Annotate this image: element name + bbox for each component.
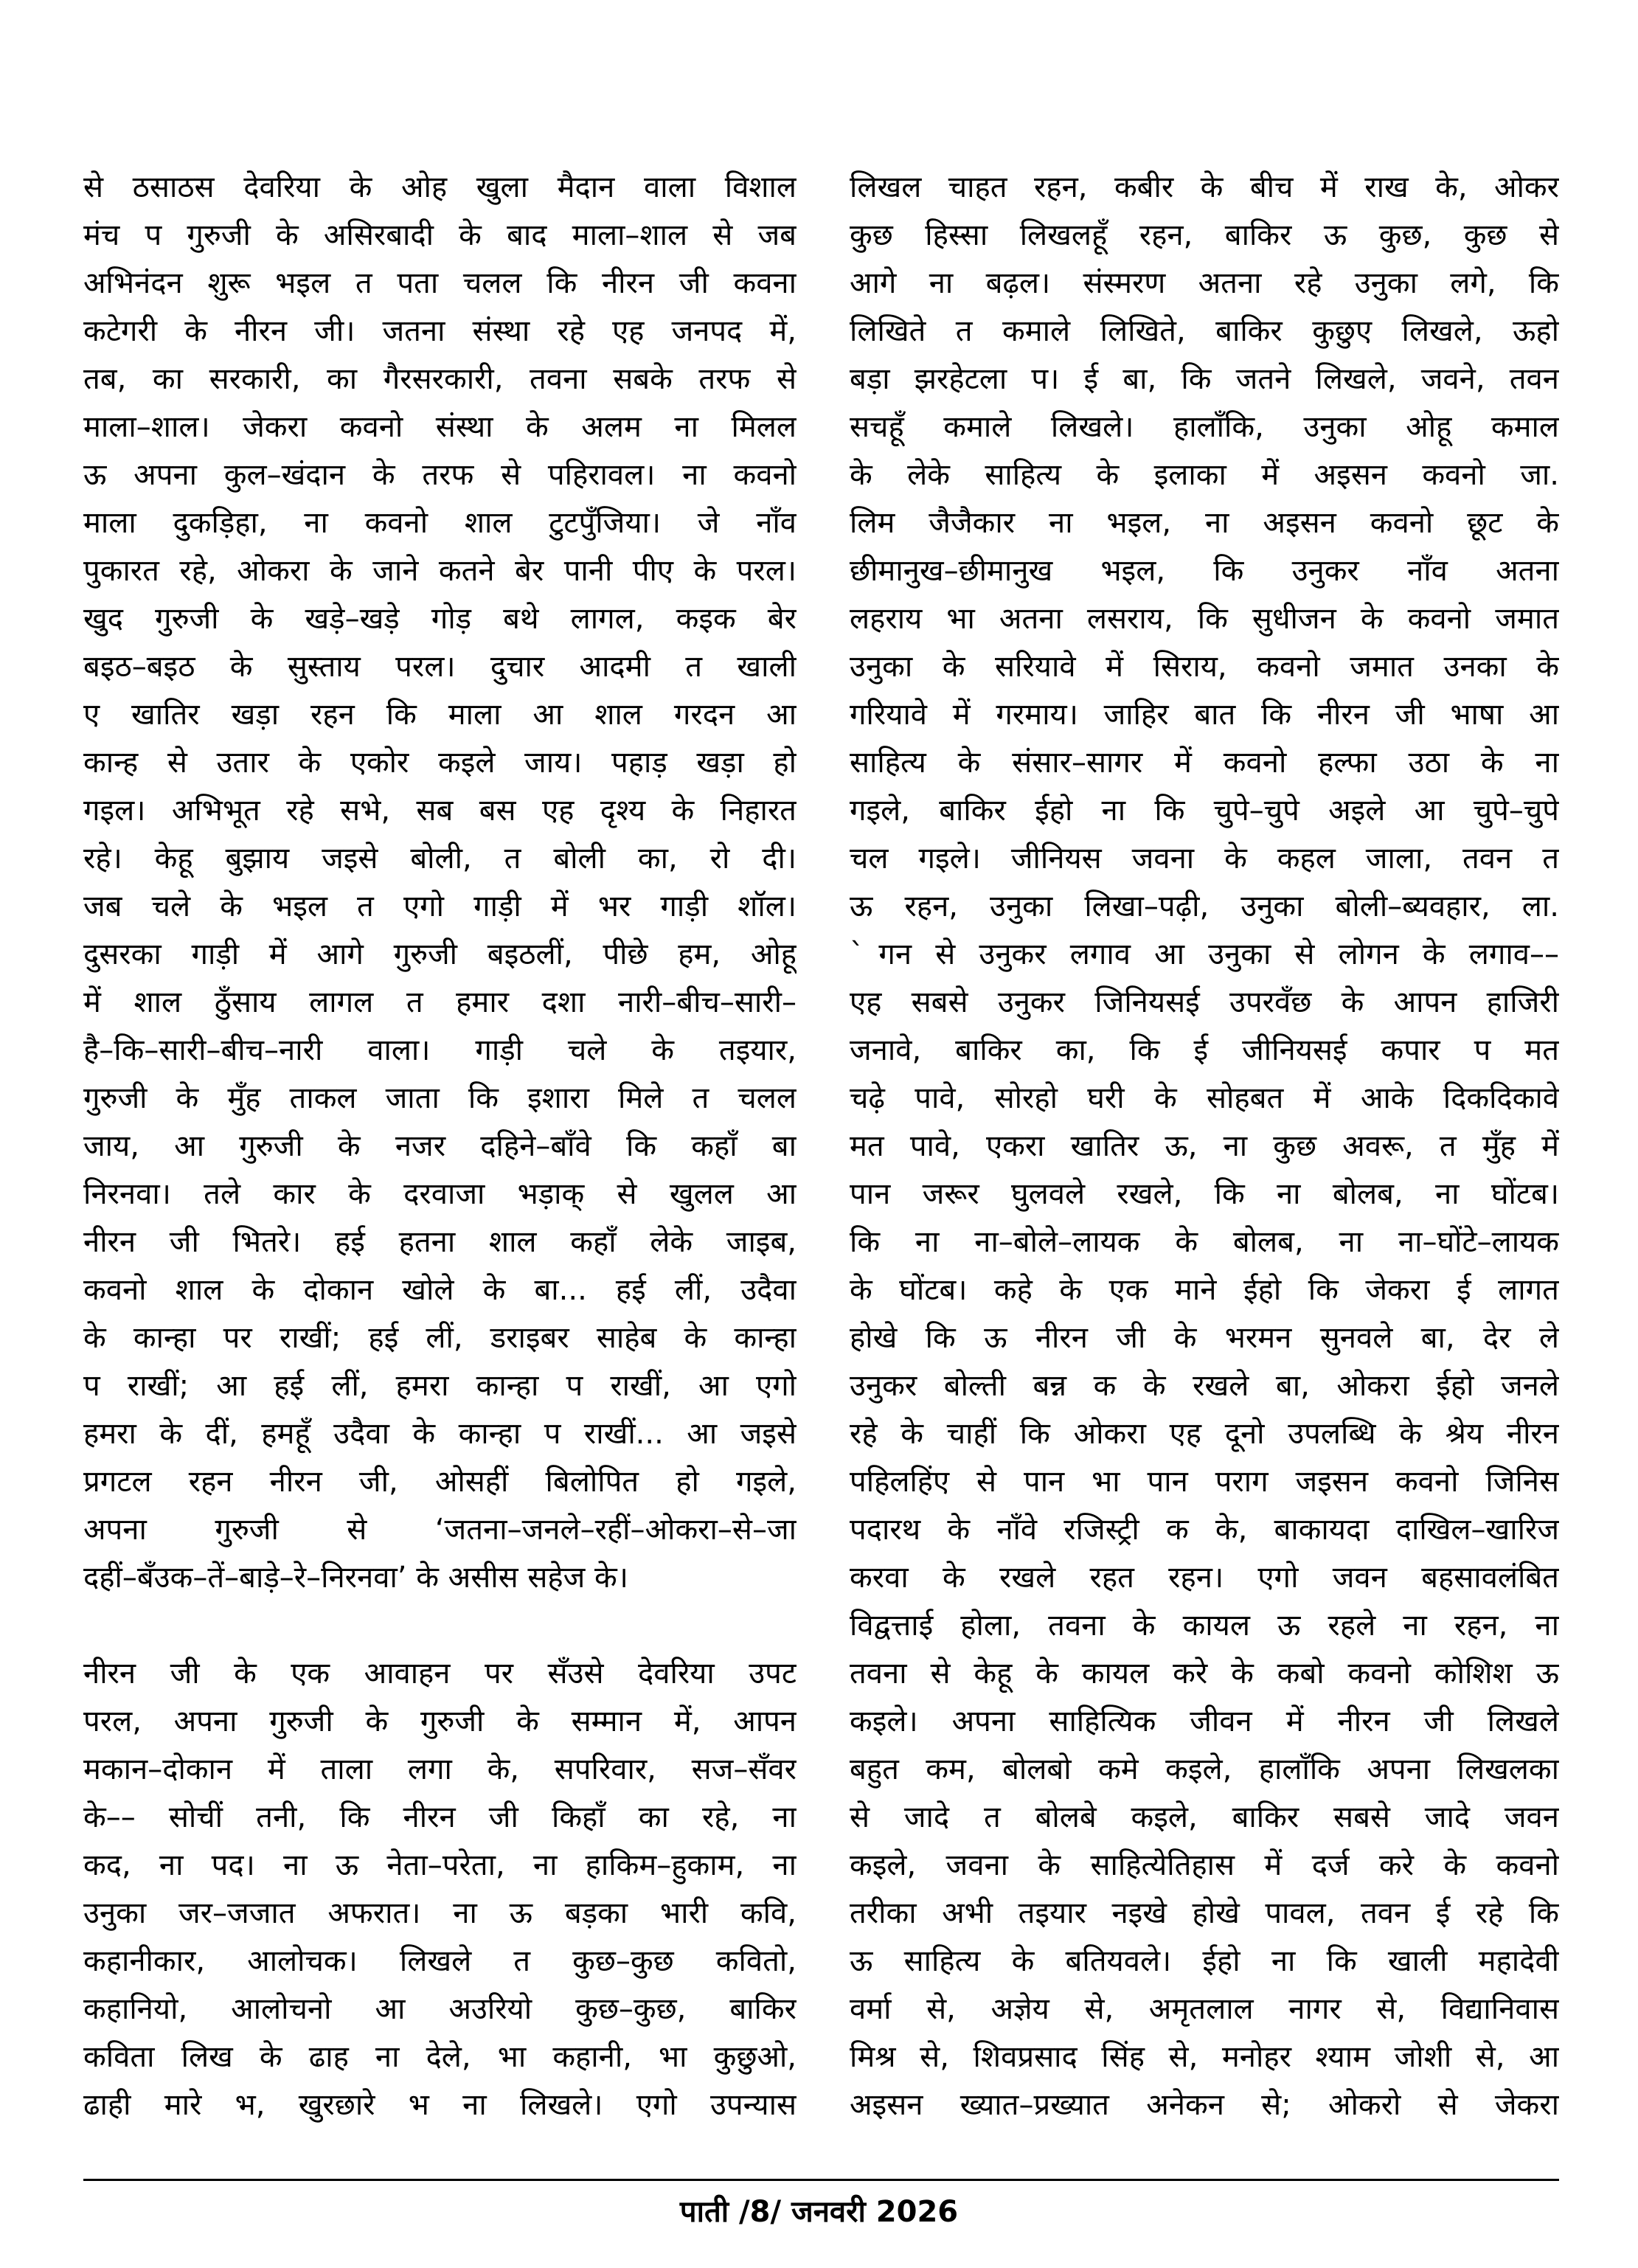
text-line: अइसन ख्यात–प्रख्यात अनेकन से; ओकरो से जेकरा (850, 2088, 1559, 2122)
text-line: प्रगटल रहन नीरन जी, ओसहीं बिलोपित हो गइले, (83, 1465, 797, 1499)
text-line: नीरन जी के एक आवाहन पर सँउसे देवरिया उपट (83, 1657, 797, 1690)
text-line: कटेगरी के नीरन जी। जतना संस्था रहे एह जनपद में, (83, 314, 797, 348)
text-line: कद, ना पद। ना ऊ नेता–परेता, ना हाकिम–हुकाम, ना (83, 1848, 797, 1882)
text-line: प राखीं; आ हई लीं, हमरा कान्हा प राखीं, आ एगो (83, 1369, 797, 1403)
text-line: पुकारत रहे, ओकरा के जाने कतने बेर पानी पीए के परल। (83, 554, 797, 588)
text-line: पान जरूर घुलवले रखले, कि ना बोलब, ना घोंटब। (850, 1177, 1559, 1211)
text-line: लिखिते त कमाले लिखिते, बाकिर कुछुए लिखले, ऊहो (850, 314, 1559, 348)
text-line: दुसरका गाड़ी में आगे गुरुजी बइठलीं, पीछे हम, ओहू (83, 937, 797, 971)
text-line: जब चले के भइल त एगो गाड़ी में भर गाड़ी शॉल। (83, 889, 797, 923)
text-line: लिम जैजैकार ना भइल, ना अइसन कवनो छूट के (850, 506, 1559, 540)
text-line: मिश्र से, शिवप्रसाद सिंह से, मनोहर श्याम जोशी से, आ (850, 2040, 1559, 2074)
text-line: कहानियो, आलोचनो आ अउरियो कुछ–कुछ, बाकिर (83, 1992, 797, 2026)
text-line: कइले। अपना साहित्यिक जीवन में नीरन जी लिखले (850, 1705, 1559, 1738)
text-line: कि ना ना–बोले–लायक के बोलब, ना ना–घोंटे–लायक (850, 1225, 1559, 1259)
text-line: नीरन जी भितरे। हई हतना शाल कहाँ लेके जाइब, (83, 1225, 797, 1259)
text-line: उनुका जर–जजात अफरात। ना ऊ बड़का भारी कवि, (83, 1896, 797, 1930)
text-line: जनावे, बाकिर का, कि ई जीनियसई कपार प मत (850, 1033, 1559, 1067)
text-line: अपना गुरुजी से ‘जतना–जनले–रहीं–ओकरा–से–जा (83, 1513, 797, 1547)
text-line: कहानीकार, आलोचक। लिखले त कुछ–कुछ कवितो, (83, 1944, 797, 1978)
text-line: निरनवा। तले कार के दरवाजा भड़ाक् से खुलल आ (83, 1177, 797, 1211)
text-line: से जादे त बोलबे कइले, बाकिर सबसे जादे जवन (850, 1800, 1559, 1834)
text-line: तवना से केहू के कायल करे के कबो कवनो कोशिश ऊ (850, 1657, 1559, 1690)
text-line: मंच प गुरुजी के असिरबादी के बाद माला–शाल से जब (83, 218, 797, 252)
text-line: कुछ हिस्सा लिखलहूँ रहन, बाकिर ऊ कुछ, कुछ से (850, 218, 1559, 252)
text-line: गइल। अभिभूत रहे सभे, सब बस एह दृश्य के निहारत (83, 794, 797, 828)
text-line: खुद गुरुजी के खड़े–खड़े गोड़ बथे लागल, कइक बेर (83, 602, 797, 636)
text-line: तरीका अभी तइयार नइखे होखे पावल, तवन ई रहे कि (850, 1896, 1559, 1930)
text-line: परल, अपना गुरुजी के गुरुजी के सम्मान में, आपन (83, 1705, 797, 1738)
text-line: लहराय भा अतना लसराय, कि सुधीजन के कवनो जमात (850, 602, 1559, 636)
text-line: चल गइले। जीनियस जवना के कहल जाला, तवन त (850, 842, 1559, 875)
right-paragraph (850, 164, 1559, 2129)
text-line: के घोंटब। कहे के एक माने ईहो कि जेकरा ई लागत (850, 1273, 1559, 1307)
text-line: साहित्य के संसार–सागर में कवनो हल्फा उठा के ना (850, 746, 1559, 780)
text-line: रहे। केहू बुझाय जइसे बोली, त बोली का, रो दी। (83, 842, 797, 875)
text-line: सचहूँ कमाले लिखले। हालाँकि, उनुका ओहू कमाल (850, 410, 1559, 444)
text-line: होखे कि ऊ नीरन जी के भरमन सुनवले बा, देर ले (850, 1321, 1559, 1355)
text-line: एह सबसे उनुकर जिनियसई उपरवँछ के आपन हाजिरी (850, 985, 1559, 1019)
text-line: कइले, जवना के साहित्येतिहास में दर्ज करे के कवनो (850, 1848, 1559, 1882)
text-line: पदारथ के नाँवे रजिस्ट्री क के, बाकायदा दाखिल–खारिज (850, 1513, 1559, 1547)
text-line: दहीं–बँउक–तें–बाड़े–रे–निरनवा’ के असीस सहेज के। (83, 1561, 628, 1595)
footer-divider-rule (83, 2179, 1559, 2181)
text-line: गरियावे में गरमाय। जाहिर बात कि नीरन जी भाषा आ (850, 698, 1559, 732)
text-line: गुरुजी के मुँह ताकल जाता कि इशारा मिले त चलल (83, 1081, 797, 1115)
left-column (83, 164, 797, 2129)
text-line: जाय, आ गुरुजी के नजर दहिने–बाँवे कि कहाँ बा (83, 1129, 797, 1163)
text-line: रहे के चाहीं कि ओकरा एह दूनो उपलब्धि के श्रेय नीरन (850, 1417, 1559, 1451)
text-line: छीमानुख–छीमानुख भइल, कि उनुकर नाँव अतना (850, 554, 1559, 588)
text-line: मकान–दोकान में ताला लगा के, सपरिवार, सज–सँवर (83, 1752, 797, 1786)
text-line: के कान्हा पर राखीं; हई लीं, डराइबर साहेब के कान्हा (83, 1321, 797, 1355)
text-line: ढाही मारे भ, खुरछारे भ ना लिखले। एगो उपन्यास (83, 2088, 797, 2122)
text-line: माला–शाल। जेकरा कवनो संस्था के अलम ना मिलल (83, 410, 797, 444)
right-column (850, 164, 1559, 2129)
text-line: पहिलहिंए से पान भा पान पराग जइसन कवनो जिनिस (850, 1465, 1559, 1499)
text-line: वर्मा से, अज्ञेय से, अमृतलाल नागर से, विद्यानिवास (850, 1992, 1559, 2026)
text-line: कान्ह से उतार के एकोर कइले जाय। पहाड़ खड़ा हो (83, 746, 797, 780)
text-line: ऊ अपना कुल–खंदान के तरफ से पहिरावल। ना कवनो (83, 458, 797, 492)
text-line: के लेके साहित्य के इलाका में अइसन कवनो जा. (850, 458, 1559, 492)
text-line: कविता लिख के ढाह ना देले, भा कहानी, भा कुछुओ, (83, 2040, 797, 2074)
left-paragraph-2 (83, 1650, 797, 2129)
text-line: आगे ना बढ़ल। संस्मरण अतना रहे उनुका लगे, कि (850, 266, 1559, 300)
text-line: कवनो शाल के दोकान खोले के बा... हई लीं, उदैवा (83, 1273, 797, 1307)
text-line: विद्वत्ताई होला, तवना के कायल ऊ रहले ना रहन, ना (850, 1609, 1559, 1643)
text-line: में शाल ठुँसाय लागल त हमार दशा नारी–बीच–सारी– (83, 985, 797, 1019)
text-line: करवा के रखले रहत रहन। एगो जवन बहसावलंबित (850, 1561, 1559, 1595)
text-line: मत पावे, एकरा खातिर ऊ, ना कुछ अवरू, त मुँह में (850, 1129, 1559, 1163)
left-paragraph-1 (83, 164, 797, 1602)
text-line: से ठसाठस देवरिया के ओह खुला मैदान वाला विशाल (83, 170, 797, 204)
page-footer: पाती /8/ जनवरी 2026 (679, 2195, 959, 2229)
text-line: माला दुकड़िहा, ना कवनो शाल टुटपुँजिया। जे नाँव (83, 506, 797, 540)
text-line: ˋगन से उनुकर लगाव आ उनुका से लोगन के लगाव–– (850, 937, 1559, 971)
text-line: ऊ रहन, उनुका लिखा–पढ़ी, उनुका बोली–ब्यवहार, ला. (850, 889, 1559, 923)
text-line: तब, का सरकारी, का गैरसरकारी, तवना सबके तरफ से (83, 362, 797, 396)
text-line: गइले, बाकिर ईहो ना कि चुपे–चुपे अइले आ चुपे–चुपे (850, 794, 1559, 828)
text-line: उनुकर बोल्ती बन्न क के रखले बा, ओकरा ईहो जनले (850, 1369, 1559, 1403)
text-line: अभिनंदन शुरू भइल त पता चलल कि नीरन जी कवना (83, 266, 797, 300)
text-line: बड़ा झरहेटला प। ई बा, कि जतने लिखले, जवने, तवन (850, 362, 1559, 396)
text-line: चढ़े पावे, सोरहो घरी के सोहबत में आके दिकदिकावे (850, 1081, 1559, 1115)
text-line: लिखल चाहत रहन, कबीर के बीच में राख के, ओकर (850, 170, 1559, 204)
text-line: बहुत कम, बोलबो कमे कइले, हालाँकि अपना लिखलका (850, 1752, 1559, 1786)
text-line: ए खातिर खड़ा रहन कि माला आ शाल गरदन आ (83, 698, 797, 732)
text-line: है–कि–सारी–बीच–नारी वाला। गाड़ी चले के तइयार, (83, 1033, 797, 1067)
text-line: के–– सोचीं तनी, कि नीरन जी किहाँ का रहे, ना (83, 1800, 797, 1834)
text-line: बइठ–बइठ के सुस्ताय परल। दुचार आदमी त खाली (83, 650, 797, 684)
text-line: ऊ साहित्य के बतियवले। ईहो ना कि खाली महादेवी (850, 1944, 1559, 1978)
text-line: उनुका के सरियावे में सिराय, कवनो जमात उनका के (850, 650, 1559, 684)
text-line: हमरा के दीं, हमहूँ उदैवा के कान्हा प राखीं... आ जइसे (83, 1417, 797, 1451)
